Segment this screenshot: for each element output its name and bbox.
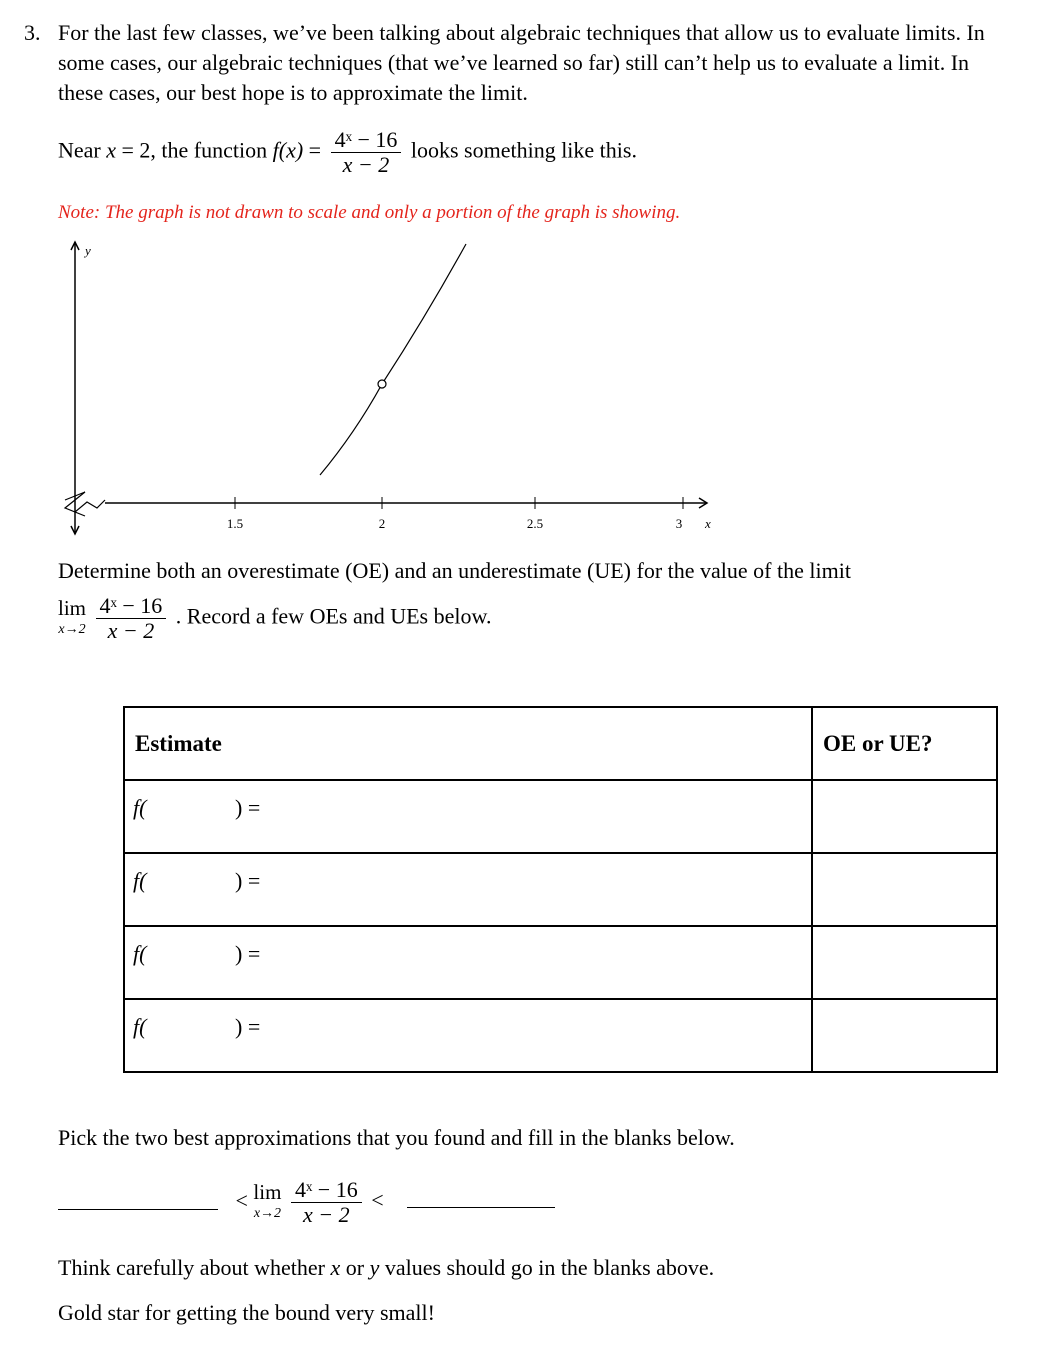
limit-fraction xyxy=(291,1178,362,1227)
estimate-table xyxy=(123,706,998,1073)
determine-after: . Record a few OEs and UEs below. xyxy=(175,603,492,629)
function-definition xyxy=(58,128,637,177)
limit-numerator: 4ˣ − 16 xyxy=(99,593,163,618)
think-x: x xyxy=(330,1255,341,1280)
estimate-cell[interactable] xyxy=(124,780,812,853)
table-header-row xyxy=(124,707,997,780)
function-graph xyxy=(55,238,735,538)
table-row xyxy=(124,780,997,853)
function-fraction xyxy=(331,128,402,177)
think-y: y xyxy=(369,1255,380,1280)
bounds-inequality xyxy=(58,1178,555,1227)
near-var: x xyxy=(106,137,117,163)
tick-label-2-5: 2.5 xyxy=(526,516,544,531)
pick-text: Pick the two best approximations that you found and fill in the blanks below. xyxy=(58,1125,735,1150)
less-than-left: < xyxy=(235,1187,248,1213)
near-prefix: Near xyxy=(58,137,101,163)
estimate-cell[interactable] xyxy=(124,853,812,926)
intro-text: For the last few classes, we’ve been talking about algebraic techniques that allow us to evaluate limits. In some cases, our algebraic techniques (that we’ve learned so far) still can’t help us to evaluate a limit. In these cases, our best hope is to approximate the limit. xyxy=(58,20,985,105)
table-row xyxy=(124,853,997,926)
think-or: or xyxy=(345,1255,365,1280)
fraction-denominator: x − 2 xyxy=(331,152,402,177)
f-open: f( xyxy=(133,941,147,966)
near-suffix: looks something like this. xyxy=(410,137,637,163)
fraction-numerator: 4ˣ − 16 xyxy=(334,127,398,152)
hole-point xyxy=(378,380,386,388)
intro-paragraph xyxy=(24,18,1018,108)
limit-operator xyxy=(253,1181,281,1225)
lim-word: lim xyxy=(58,595,87,620)
limit-denominator: x − 2 xyxy=(291,1202,362,1227)
oe-ue-cell[interactable] xyxy=(812,999,997,1072)
f-open: f( xyxy=(133,1014,147,1039)
less-than-right: < xyxy=(371,1187,384,1213)
header-oe-ue: OE or UE? xyxy=(812,707,997,780)
determine-text: Determine both an overestimate (OE) and an underestimate (UE) for the value of the limit xyxy=(58,558,851,583)
limit-fraction xyxy=(96,594,167,643)
lim-subscript: x→2 xyxy=(58,621,86,637)
function-curve xyxy=(320,244,466,475)
upper-bound-blank[interactable] xyxy=(407,1207,555,1208)
limit-operator xyxy=(58,597,86,641)
lim-subscript: x→2 xyxy=(253,1205,282,1221)
lower-bound-blank[interactable] xyxy=(58,1209,218,1210)
near-eq: = 2, the function xyxy=(121,137,268,163)
f-close: ) = xyxy=(235,868,261,893)
equals-sign: = xyxy=(308,137,322,163)
limit-denominator: x − 2 xyxy=(96,618,167,643)
table-row xyxy=(124,999,997,1072)
f-open: f( xyxy=(133,795,147,820)
estimate-cell[interactable] xyxy=(124,999,812,1072)
f-close: ) = xyxy=(235,1014,261,1039)
question-number: 3. xyxy=(24,20,41,45)
f-open: f( xyxy=(133,868,147,893)
estimate-cell[interactable] xyxy=(124,926,812,999)
tick-label-2: 2 xyxy=(378,516,386,531)
oe-ue-cell[interactable] xyxy=(812,926,997,999)
note-text: Note: The graph is not drawn to scale and only a portion of the graph is showing. xyxy=(58,202,681,223)
limit-numerator: 4ˣ − 16 xyxy=(294,1177,358,1202)
y-axis-label: y xyxy=(85,243,91,258)
tick-label-3: 3 xyxy=(675,516,683,531)
axis-break-icon xyxy=(65,492,105,516)
tick-label-1-5: 1.5 xyxy=(226,516,244,531)
table-row xyxy=(124,926,997,999)
think-suffix: values should go in the blanks above. xyxy=(384,1255,715,1280)
f-close: ) = xyxy=(235,941,261,966)
think-prefix: Think carefully about whether xyxy=(58,1255,325,1280)
function-name: f(x) xyxy=(272,137,304,163)
oe-ue-cell[interactable] xyxy=(812,780,997,853)
f-close: ) = xyxy=(235,795,261,820)
oe-ue-cell[interactable] xyxy=(812,853,997,926)
header-estimate: Estimate xyxy=(124,707,812,780)
x-axis-label: x xyxy=(705,516,711,531)
determine-limit xyxy=(58,594,491,643)
gold-star-text: Gold star for getting the bound very small! xyxy=(58,1300,435,1325)
think-text xyxy=(58,1255,714,1281)
lim-word: lim xyxy=(253,1179,282,1204)
